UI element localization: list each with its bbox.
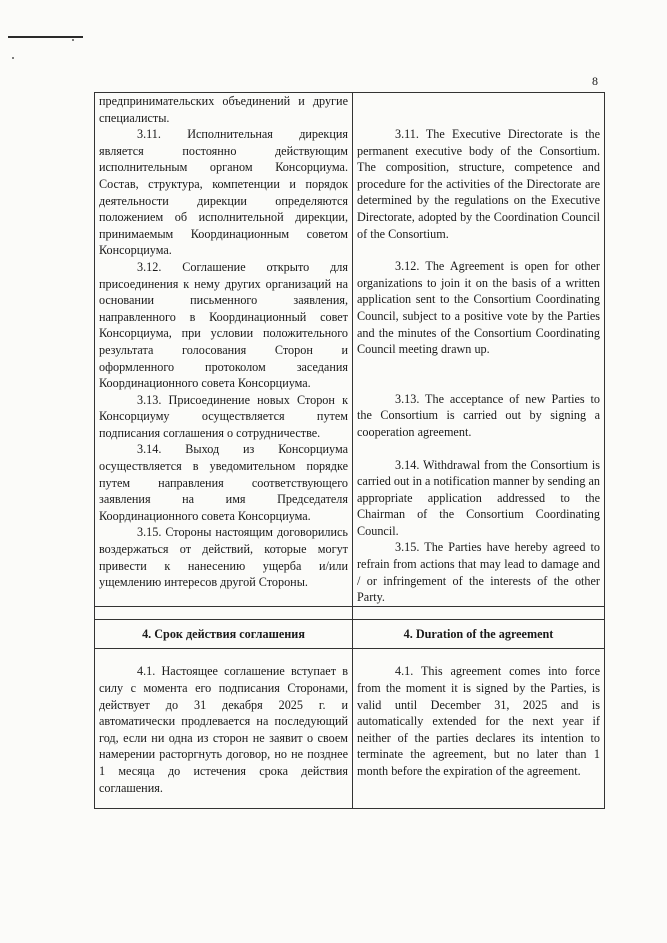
section-4-heading-en: 4. Duration of the agreement: [353, 619, 605, 649]
clause-4-1-ru: 4.1. Настоящее соглашение вступает в силу с момента его подписания Сторонами, действует до 31 декабря 2025 г. и автоматически продлевается на последующий год, если ни одна из сторон не заявит о своем намерении расторгнуть договор, но не позднее 1 месяца до истечения срока действия соглашения.: [99, 664, 348, 795]
gap-row: [95, 606, 605, 619]
section-4-heading-ru: 4. Срок действия соглашения: [95, 619, 353, 649]
clause-3-12-en: 3.12. The Agreement is open for other organizations to join it on the basis of a written application sent to the Consortium Coordinating Council, subject to a positive vote by the Parties and the minutes of the Consortium Coordinating Council meeting drawn up.: [357, 259, 600, 357]
russian-column: [95, 649, 353, 809]
section-4-row: [95, 649, 605, 809]
clause-3-12-ru: 3.12. Соглашение открыто для присоединения к нему других организаций на основании письменного заявления, направленного в Координационный совет Консорциума, при условии положительного результата голосования Сторон и оформленного протоколом заседания Координационного совета Консорциума.: [99, 259, 348, 391]
clause-continuation-ru: предпринимательских объединений и другие специалисты.: [99, 94, 348, 125]
cell-spacer: [99, 649, 348, 663]
bilingual-agreement-table: [94, 92, 605, 809]
cell-spacer: [357, 93, 600, 126]
cell-spacer: [99, 591, 348, 601]
gap-cell: [353, 606, 605, 619]
clause-3-14-en: 3.14. Withdrawal from the Consortium is carried out in a notification manner by sending an appropriate application addressed to the Chairman of the Consortium Coordinating Council.: [357, 457, 600, 538]
clauses-row: [95, 93, 605, 607]
section-heading-row: [95, 619, 605, 649]
cell-spacer: [357, 441, 600, 457]
clause-3-15-en: 3.15. The Parties have hereby agreed to refrain from actions that may lead to damage and / or infringement of the interests of the other Party.: [357, 540, 600, 605]
cell-spacer: [357, 242, 600, 258]
clause-3-11-en: 3.11. The Executive Directorate is the permanent executive body of the Consortium. The composition, structure, competence and procedure for the activities of the Directorate are determined by the regulations on the Executive Directorate, adopted by the Coordination Council of the Consortium.: [357, 127, 600, 241]
gap-cell: [95, 606, 353, 619]
clause-4-1-en: 4.1. This agreement comes into force from the moment it is signed by the Parties, is valid until December 31, 2025 and is automatically extended for the next year if neither of the parties declares its intention to terminate the agreement, but no later than 1 month before the expiration of the agreement.: [357, 664, 600, 778]
clause-3-13-en: 3.13. The acceptance of new Parties to the Consortium is carried out by signing a cooperation agreement.: [357, 391, 600, 439]
scan-artifact-line: [8, 36, 83, 38]
page-number: 8: [592, 74, 598, 88]
cell-spacer: [357, 649, 600, 663]
english-column: [353, 93, 605, 607]
cell-spacer: [357, 358, 600, 391]
cell-spacer: [99, 796, 348, 808]
english-column: [353, 649, 605, 809]
clause-3-15-ru: 3.15. Стороны настоящим договорились воздержаться от действий, которые могут привести к нанесению ущерба и/или ущемлению интересов другой Стороны.: [99, 525, 348, 590]
russian-column: [95, 93, 353, 607]
scan-artifact-dot: [72, 39, 74, 41]
clause-3-11-ru: 3.11. Исполнительная дирекция является постоянно действующим исполнительным органом Консорциума. Состав, структура, компетенции и порядок деятельности дирекции определяются положением об исполнительной дирекции, принимаемым Координационным советом Консорциума.: [99, 127, 348, 258]
clause-3-13-ru: 3.13. Присоединение новых Сторон к Консорциуму осуществляется путем подписания соглашения о сотрудничестве.: [99, 392, 348, 440]
clause-3-14-ru: 3.14. Выход из Консорциума осуществляется в уведомительном порядке путем направления соответствующего заявления на имя Председателя Координационного совета Консорциума.: [99, 442, 348, 523]
scan-artifact-dot: [12, 57, 14, 59]
